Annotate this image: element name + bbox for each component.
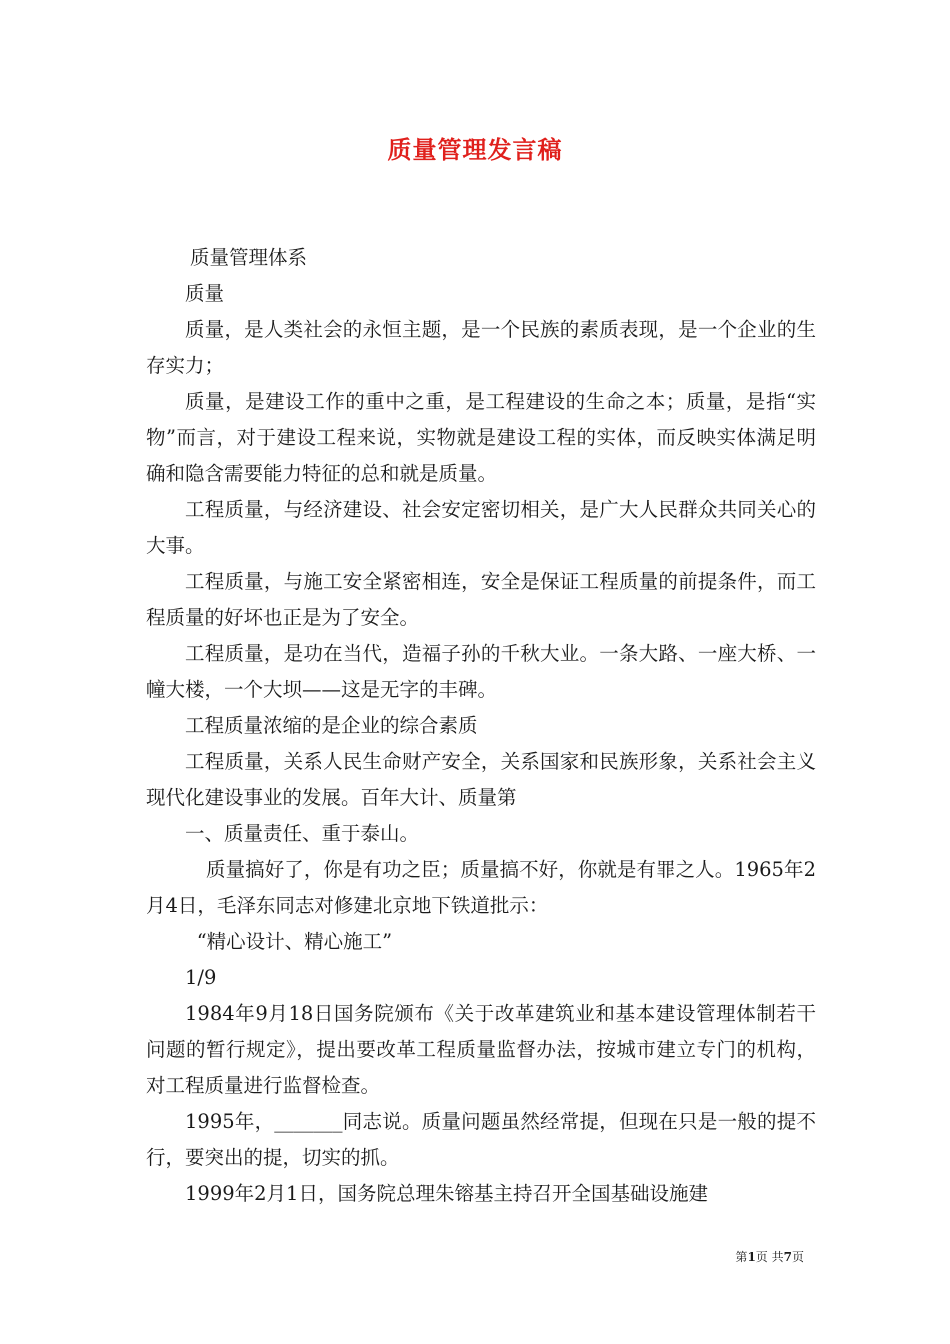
paragraph: 质量，是人类社会的永恒主题，是一个民族的素质表现，是一个企业的生存实力； (146, 318, 816, 377)
footer-page-number: 1 (747, 1250, 756, 1264)
paragraph: 工程质量，与经济建设、社会安定密切相关，是广大人民群众共同关心的大事。 (146, 498, 816, 557)
paragraph: 一、质量责任、重于泰山。 (185, 822, 420, 845)
footer-suffix: 页 (791, 1250, 804, 1264)
paragraph: 1995年，_______同志说。质量问题虽然经常提，但现在只是一般的提不行，要突出的提，切实的抓。 (146, 1110, 816, 1169)
paragraph: 工程质量，与施工安全紧密相连，安全是保证工程质量的前提条件，而工程质量的好坏也正是为了安全。 (146, 570, 816, 629)
paragraph: 1999年2月1日，国务院总理朱镕基主持召开全国基础设施建 (185, 1182, 708, 1205)
paragraph: 工程质量浓缩的是企业的综合素质 (185, 714, 478, 737)
footer-middle: 页 共 (755, 1250, 784, 1264)
page-marker: 1/9 (185, 966, 217, 989)
paragraph: 质量 (185, 282, 225, 305)
paragraph: 工程质量，关系人民生命财产安全，关系国家和民族形象，关系社会主义现代化建设事业的发展。百年大计、质量第 (146, 750, 816, 809)
document-body (146, 240, 816, 1212)
paragraph: “精心设计、精心施工” (196, 930, 393, 953)
footer-prefix: 第 (735, 1250, 748, 1264)
document-title: 质量管理发言稿 (387, 135, 563, 164)
paragraph: 工程质量，是功在当代，造福子孙的千秋大业。一条大路、一座大桥、一幢大楼，一个大坝——这是无字的丰碑。 (146, 642, 816, 701)
paragraph: 质量搞好了，你是有功之臣；质量搞不好，你就是有罪之人。1965年2月4日，毛泽东同志对修建北京地下铁道批示： (146, 858, 816, 917)
paragraph: 质量管理体系 (190, 246, 308, 269)
page-footer (735, 1248, 804, 1265)
footer-total-pages: 7 (783, 1250, 792, 1264)
paragraph: 1984年9月18日国务院颁布《关于改革建筑业和基本建设管理体制若干问题的暂行规定》，提出要改革工程质量监督办法，按城市建立专门的机构，对工程质量进行监督检查。 (146, 1002, 816, 1097)
paragraph: 质量，是建设工作的重中之重，是工程建设的生命之本；质量，是指“实物”而言，对于建设工程来说，实物就是建设工程的实体，而反映实体满足明确和隐含需要能力特征的总和就是质量。 (146, 390, 816, 485)
